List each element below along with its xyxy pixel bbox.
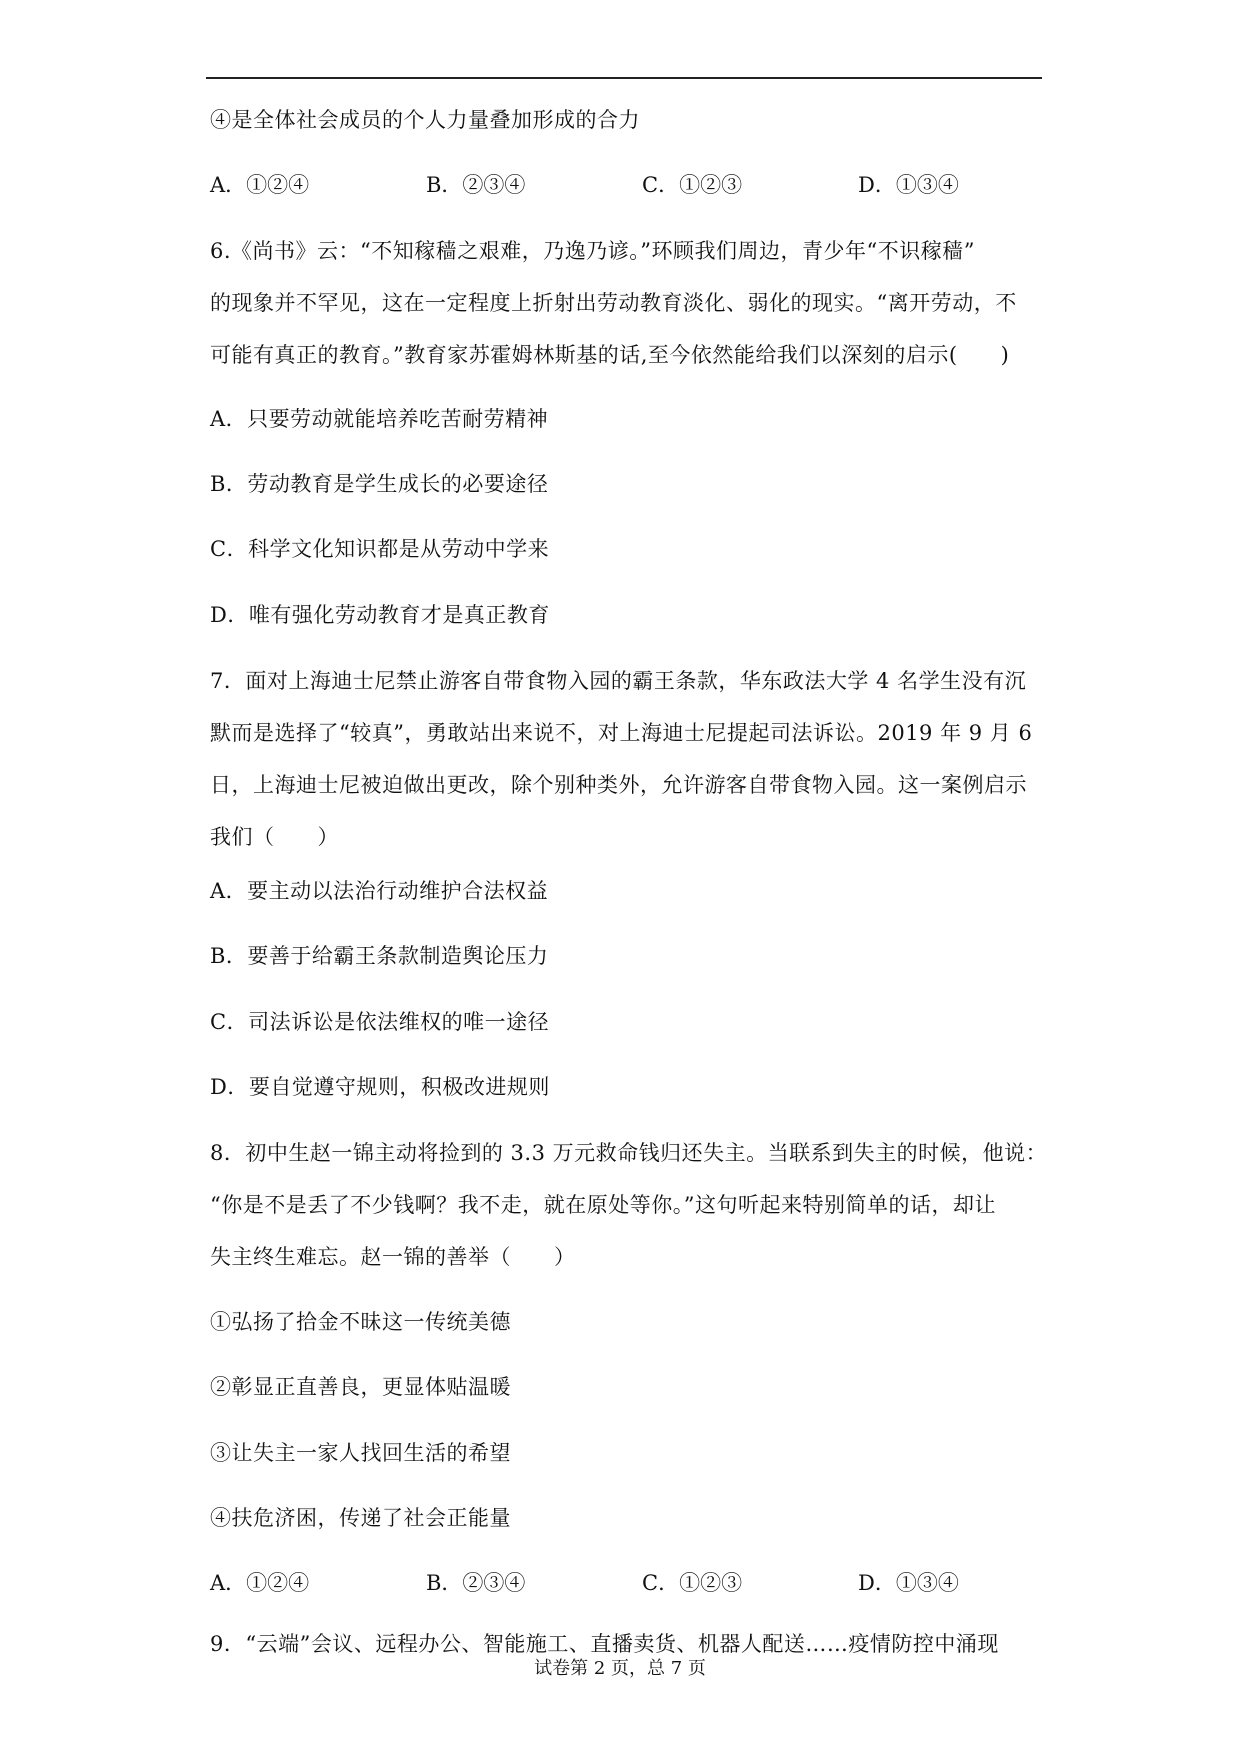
q6-option-a: A．只要劳动就能培养吃苦耐劳精神 [210, 407, 549, 431]
q5-statement-4: ④是全体社会成员的个人力量叠加形成的合力 [210, 108, 640, 132]
q6-option-d: D．唯有强化劳动教育才是真正教育 [210, 603, 550, 627]
q8-option-a: A．①②④ [210, 1571, 310, 1595]
q8-stem-line-3: 失主终生难忘。赵一锦的善举（ ） [210, 1245, 576, 1269]
q7-option-a: A．要主动以法治行动维护合法权益 [210, 879, 549, 903]
q6-option-c: C．科学文化知识都是从劳动中学来 [210, 537, 550, 561]
q7-stem-line-4: 我们（ ） [210, 825, 339, 849]
q7-stem-line-3: 日，上海迪士尼被迫做出更改，除个别种类外，允许游客自带食物入园。这一案例启示 [210, 773, 1027, 797]
page-footer: 试卷第 2 页，总 7 页 [534, 1658, 706, 1679]
q6-option-b: B．劳动教育是学生成长的必要途径 [210, 472, 549, 496]
q7-stem-line-1: 7．面对上海迪士尼禁止游客自带食物入园的霸王条款，华东政法大学 4 名学生没有沉 [210, 669, 1027, 693]
q8-option-c: C．①②③ [642, 1571, 743, 1595]
q8-statement-3: ③让失主一家人找回生活的希望 [210, 1441, 511, 1465]
q5-option-b: B．②③④ [426, 173, 526, 197]
q8-statement-4: ④扶危济困，传递了社会正能量 [210, 1506, 511, 1530]
q6-stem-line-2: 的现象并不罕见，这在一定程度上折射出劳动教育淡化、弱化的现实。“离开劳动，不 [210, 291, 1017, 315]
q5-option-c: C．①②③ [642, 173, 743, 197]
q7-option-c: C．司法诉讼是依法维权的唯一途径 [210, 1010, 550, 1034]
q8-option-b: B．②③④ [426, 1571, 526, 1595]
q5-option-a: A．①②④ [210, 173, 310, 197]
q8-stem-line-2: “你是不是丢了不少钱啊？我不走，就在原处等你。”这句听起来特别简单的话，却让 [210, 1193, 996, 1217]
q5-option-d: D．①③④ [858, 173, 959, 197]
q8-statement-1: ①弘扬了拾金不昧这一传统美德 [210, 1310, 511, 1334]
q8-stem-line-1: 8．初中生赵一锦主动将捡到的 3.3 万元救命钱归还失主。当联系到失主的时候，他说： [210, 1141, 1048, 1165]
q8-option-d: D．①③④ [858, 1571, 959, 1595]
q9-stem-line-1: 9．“云端”会议、远程办公、智能施工、直播卖货、机器人配送……疫情防控中涌现 [210, 1632, 999, 1656]
q7-option-d: D．要自觉遵守规则，积极改进规则 [210, 1075, 550, 1099]
header-rule [206, 77, 1042, 79]
q8-statement-2: ②彰显正直善良，更显体贴温暖 [210, 1375, 511, 1399]
q7-option-b: B．要善于给霸王条款制造舆论压力 [210, 944, 549, 968]
q7-stem-line-2: 默而是选择了“较真”，勇敢站出来说不，对上海迪士尼提起司法诉讼。2019 年 9 月 6 [210, 721, 1033, 745]
q6-stem-line-3: 可能有真正的教育。”教育家苏霍姆林斯基的话,至今依然能给我们以深刻的启示( ) [210, 343, 1010, 367]
q6-stem-line-1: 6.《尚书》云：“不知稼穑之艰难，乃逸乃谚。”环顾我们周边，青少年“不识稼穑” [210, 239, 975, 263]
